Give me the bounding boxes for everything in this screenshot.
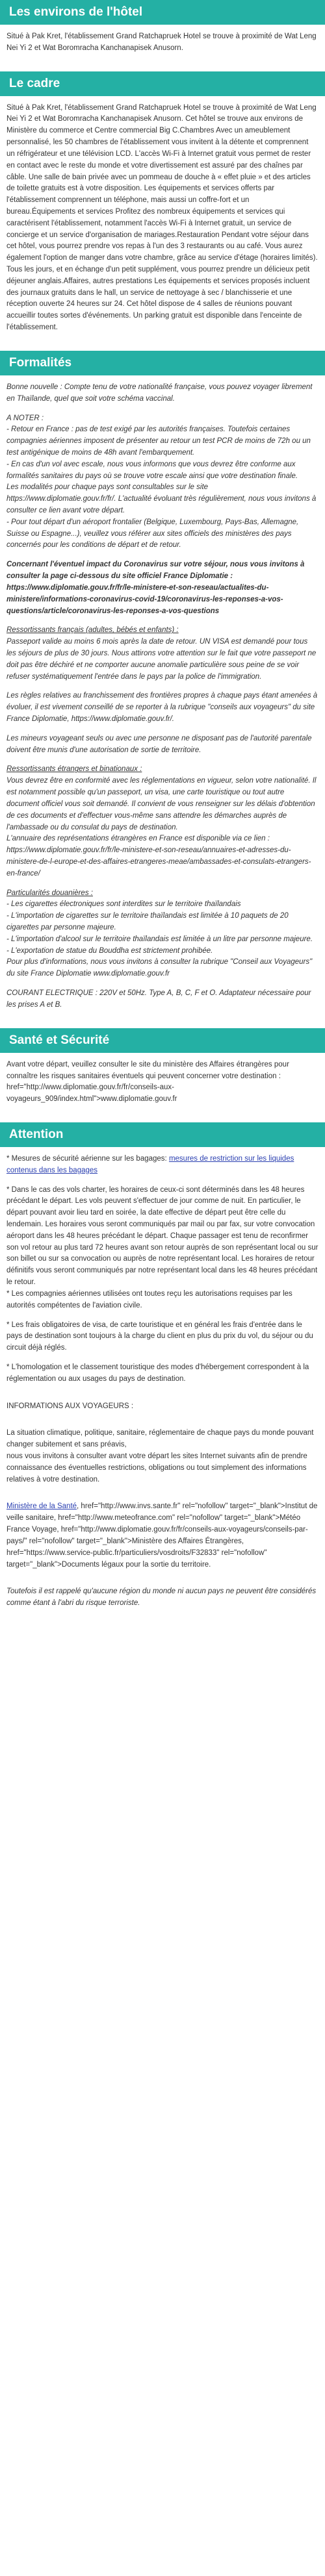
anoter-label: A NOTER : xyxy=(6,414,44,422)
section-title-cadre: Le cadre xyxy=(0,71,325,96)
mesures-link[interactable]: mesures de restriction sur les liquides contenus dans les bagages xyxy=(6,1154,294,1174)
section-attention xyxy=(0,1147,325,1626)
regles-text: Les règles relatives au franchissement des frontières propres à chaque pays étant amenées à évoluer, il est vivement conseillé de se reporter à la rubrique "conseils aux voyageurs" du site France Diplomatie, https://www.diplomatie.gouv.fr/. xyxy=(6,692,318,723)
environs-text: Situé à Pak Kret, l'établissement Grand Ratchapruek Hotel se trouve à proximité de Wat Leng Nei Yi 2 et Wat Boromracha Kanchanapisek Anusorn. xyxy=(6,32,317,52)
mesures-prefix: * Mesures de sécurité aérienne sur les bagages: xyxy=(6,1154,169,1163)
courant-text: COURANT ELECTRIQUE : 220V et 50Hz. Type A, B, C, F et O. Adaptateur nécessaire pour les prises A et B. xyxy=(6,989,311,1009)
links-text: , href="http://www.invs.sante.fr" rel="nofollow" target="_blank">Institut de veille sanitaire, href="http://www.meteofrance.com" rel="nofollow" target="_blank">Météo France Voyage, href="http://www.diplomatie.gouv.fr/fr/conseils-aux-voyageurs/conseils-par-pays/" rel="nofollow" target="_blank">Ministère des Affaires Étrangères, href="https://www.service-public.fr/particuliers/vosdroits/F32833" rel="nofollow" target="_blank">Documents légaux pour la sortie du territoire. xyxy=(6,1502,318,1569)
infos-label: INFORMATIONS AUX VOYAGEURS : xyxy=(6,1402,134,1410)
section-title-formalites: Formalités xyxy=(0,351,325,375)
attention-para1: * Dans le cas des vols charter, les horaires de ceux-ci sont déterminés dans les 48 heures précédant le départ. Les vols peuvent s'effectuer de jour comme de nuit. En particulier, le départ pouvant avoir lieu tard en soirée, la date effective de départ peut être celle du lendemain. Les horaires vous seront communiqués par mail ou par fax, sur votre convocation aéroport dans les 48 heures précédant le départ. Chaque passager est tenu de reconfirmer son vol retour au plus tard 72 heures avant son retour auprès de son représentant local ou sur son billet ou sur sa convocation ou auprès de notre représentant local. Les horaires de retour définitifs vous seront communiqués par notre représentant local dans les 48 heures précédant le retour. * Les compagnies aériennes utilisées ont toutes reçu les autorisations requises par les autorités compétentes de l'aviation civile. xyxy=(6,1185,318,1309)
sante-ministry-link[interactable]: Ministère de la Santé xyxy=(6,1502,77,1511)
cadre-text: Situé à Pak Kret, l'établissement Grand Ratchapruek Hotel se trouve à proximité de Wat Leng Nei Yi 2 et Wat Boromracha Kanchanapisek Anusorn. Cet hôtel se trouve aux environs de Ministère du commerce et Centre commercial Big C.Chambres Avec un ameublement personnalisé, les 50 chambres de l'établissement vous invitent à la détente et comprennent un réfrigérateur et une télévision LCD. L'accès Wi-Fi à Internet gratuit vous permet de rester en contact avec le reste du monde et votre divertissement est assuré par des chaînes par câble. Une salle de bain privée avec un pommeau de douche à « effet pluie » et des articles de toilette gratuits est à votre disposition. Les équipements et services offerts par l'établissement comprennent un téléphone, mais aussi un coffre-fort et un bureau.Équipements et services Profitez des nombreux équipements et services qui caractérisent l'établissement, notamment l'accès Wi-Fi à Internet gratuit, un service de concierge et un service d'organisation de mariages.Restauration Pendant votre séjour dans cet hôtel, vous pourrez prendre vos repas à l'un des 3 restaurants ou au café. Vous aurez également l'option de manger dans votre chambre, grâce au service d'étage (horaires limités). Tous les jours, et en échange d'un petit supplément, vous pourrez prendre un délicieux petit déjeuner anglais.Affaires, autres prestations Les équipements et services proposés incluent des journaux gratuits dans le hall, un service de nettoyage à sec / blanchisserie et une réception ouverte 24 heures sur 24. Cet hôtel dispose de 4 salles de réunions pouvant accueillir toutes sortes d'événements. Un parking gratuit est disponible dans l'enceinte de l'établissement. xyxy=(6,103,318,332)
mineurs-text: Les mineurs voyageant seuls ou avec une personne ne disposant pas de l'autorité parentale doivent être munis d'une autorisation de sortie de territoire. xyxy=(6,734,312,754)
section-title-environs: Les environs de l'hôtel xyxy=(0,0,325,25)
closing-text: Toutefois il est rappelé qu'aucune région du monde ni aucun pays ne peuvent être considérés comme étant à l'abri du risque terroriste. xyxy=(6,1587,317,1608)
section-title-sante: Santé et Sécurité xyxy=(0,1028,325,1053)
etrangers-label: Ressortissants étrangers et binationaux : xyxy=(6,765,142,774)
mesures-paragraph xyxy=(6,1154,318,1177)
attention-para3: * L'homologation et le classement touristique des modes d'hébergement correspondent à la réglementation ou aux usages du pays de destination. xyxy=(6,1363,309,1383)
formalites-intro: Bonne nouvelle : Compte tenu de votre nationalité française, vous pouvez voyager librement en Thaïlande, quel que soit votre schéma vaccinal. xyxy=(6,383,313,403)
section-cadre xyxy=(0,96,325,351)
section-sante xyxy=(0,1053,325,1122)
section-title-attention: Attention xyxy=(0,1122,325,1147)
section-formalites xyxy=(0,375,325,1028)
attention-para2: * Les frais obligatoires de visa, de carte touristique et en général les frais d'entrée dans le pays de destination sont toujours à la charge du client en plus du prix du vol, du séjour ou du circuit déjà réglés. xyxy=(6,1320,313,1352)
links-paragraph xyxy=(6,1501,318,1571)
ressortissants-text: Passeport valide au moins 6 mois après la date de retour. UN VISA est demandé pour tous les séjours de plus de 30 jours. Nous attirons votre attention sur le fait que votre passeport ne doit pas être déchiré et ne comporter aucune anomalie particulière sous peine de se voir refuser systématiquement l'entrée dans le pays par la police de l'immigration. xyxy=(6,638,317,681)
sante-text: Avant votre départ, veuillez consulter le site du ministère des Affaires étrangères pour connaître les risques sanitaires éventuels qui peuvent concerner votre destination : href="http://www.diplomatie.gouv.fr/fr/conseils-aux-voyageurs_909/index.html">www.diplomatie.gouv.fr xyxy=(6,1060,289,1104)
particularites-label: Particularités douanières : xyxy=(6,889,93,897)
etrangers-text: Vous devrez être en conformité avec les réglementations en vigueur, selon votre nationalité. Il est notamment possible qu'un passeport, un visa, une carte touristique ou tout autre document officiel vous soit demandé. Il convient de vous renseigner sur les délais d'obtention de ces documents et d'effectuer vous-même sans attendre les démarches auprès de l'ambassade ou du consulat du pays de destination. L'annuaire des représentations étrangères en France est disponible via ce lien : https://www.diplomatie.gouv.fr/fr/le-ministere-et-son-reseau/annuaires-et-adresses-du-ministere-de-l-europe-et-des-affaires-etrangeres-meae/ambassades-et-consulats-etrangers-en-france/ xyxy=(6,777,317,878)
ressortissants-label: Ressortissants français (adultes, bébés et enfants) : xyxy=(6,626,179,635)
coronavirus-text: Concernant l'éventuel impact du Coronavirus sur votre séjour, nous vous invitons à consulter la page ci-dessous du site officiel France Diplomatie : https://www.diplomatie.gouv.fr/fr/le-ministere-et-son-reseau/actualites-du-ministere/informations-coronavirus-covid-19/coronavirus-les-reponses-a-vos-questions/article/coronavirus-les-reponses-a-vos-questions xyxy=(6,561,305,615)
section-environs xyxy=(0,25,325,71)
particularites-text: - Les cigarettes électroniques sont interdites sur le territoire thaïlandais - L'importation de cigarettes sur le territoire thaïlandais est limitée à 10 paquets de 20 cigarettes par personne majeure. - L'importation d'alcool sur le territoire thaïlandais est limitée à un litre par personne majeure. - L'exportation de statue du Bouddha est strictement prohibée. Pour plus d'informations, nous vous invitons à consulter la rubrique "Conseil aux Voyageurs" du site France Diplomatie www.diplomatie.gouv.fr xyxy=(6,900,313,978)
anoter-text: - Retour en France : pas de test exigé par les autorités françaises. Toutefois certaines compagnies aériennes imposent de présenter au retour un test PCR de moins de 72h ou un test antigénique de moins de 48h avant l'embarquement. - En cas d'un vol avec escale, nous vous informons que vous devrez être conforme aux formalités sanitaires du pays où se trouve votre escale ainsi que votre destination finale. Les modalités pour chaque pays sont consultables sur le site https://www.diplomatie.gouv.fr/fr/. L'actualité évoluant très régulièrement, nous vous invitons à consulter ce lien avant votre départ. - Pour tout départ d'un aéroport frontalier (Belgique, Luxembourg, Pays-Bas, Allemagne, Suisse ou Espagne...), veuillez vous référer aux sites officiels des ministères des pays concernés pour les conditions de départ et de retour. xyxy=(6,425,317,549)
infos-text: La situation climatique, politique, sanitaire, réglementaire de chaque pays du monde pouvant changer subitement et sans préavis, nous vous invitons à consulter avant votre départ les sites Internet suivants afin de prendre connaissance des éventuelles restrictions, obligations ou tout simplement des informations relatives à votre destination. xyxy=(6,1429,314,1484)
